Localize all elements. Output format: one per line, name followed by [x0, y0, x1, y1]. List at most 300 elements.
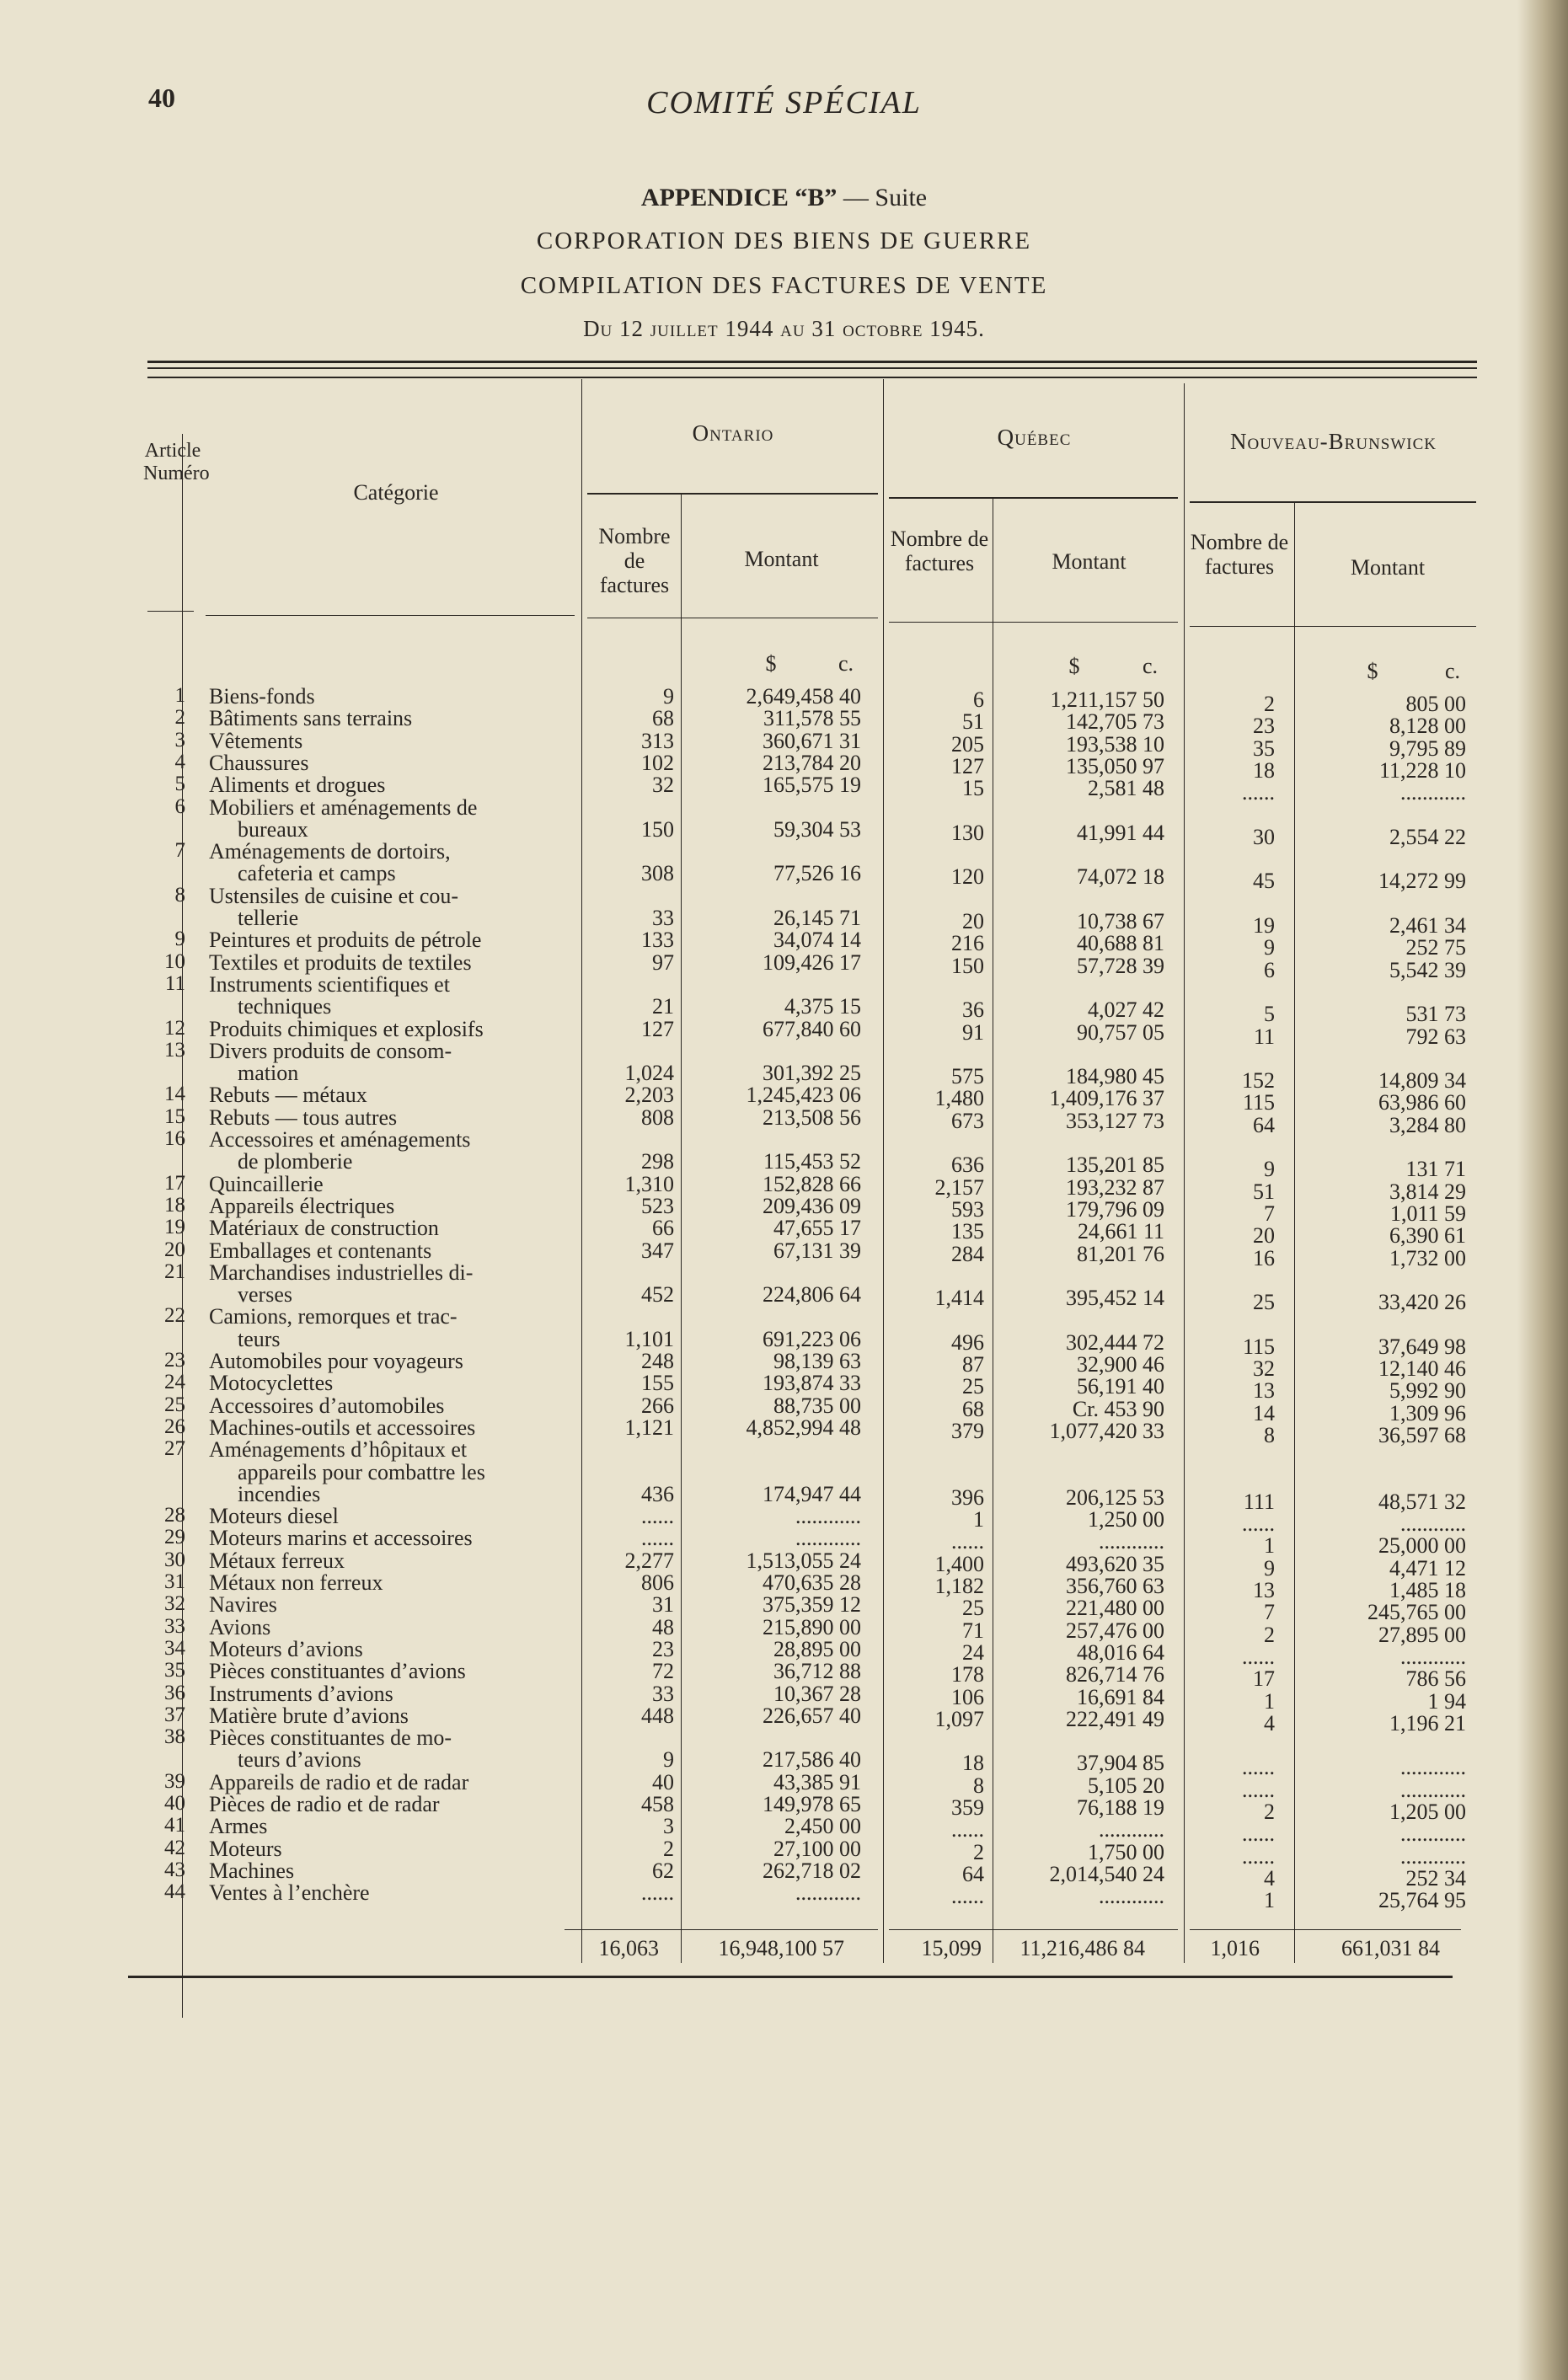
nb-count: 2 — [1264, 1800, 1275, 1824]
nb-amount: 805 00 — [1405, 692, 1466, 716]
on-count: 62 — [652, 1858, 674, 1883]
nb-amount: 27,895 00 — [1378, 1622, 1466, 1647]
category-label: Ventes à l’enchère — [209, 1880, 370, 1906]
row-number: 12 — [164, 1016, 185, 1040]
qc-count: 1 — [973, 1507, 984, 1532]
qc-amount: 81,201 76 — [1077, 1241, 1164, 1266]
nb-count: ...... — [1242, 1821, 1275, 1847]
qc-count: 673 — [951, 1108, 984, 1133]
qc-count: 178 — [951, 1662, 984, 1687]
qc-count: 135 — [951, 1219, 984, 1244]
on-count: 248 — [641, 1349, 674, 1373]
nb-count: 7 — [1264, 1600, 1275, 1625]
on-count: 448 — [641, 1703, 674, 1728]
qc-amount: 222,491 49 — [1066, 1706, 1164, 1731]
qc-amount: 302,444 72 — [1066, 1329, 1164, 1355]
on-count: 1,101 — [624, 1326, 674, 1351]
qc-amount: 24,661 11 — [1077, 1219, 1164, 1244]
qc-amount: 40,688 81 — [1077, 931, 1164, 956]
period-title: Du 12 juillet 1944 au 31 octobre 1945. — [583, 316, 985, 341]
nb-count: 64 — [1253, 1112, 1275, 1137]
qc-amount: 76,188 19 — [1077, 1795, 1164, 1820]
category-label: Marchandises industrielles di- — [209, 1260, 474, 1285]
on-amount: 2,649,458 40 — [746, 684, 861, 709]
on-count: 68 — [652, 706, 674, 731]
on-count: 32 — [652, 773, 674, 798]
qc-amount: 1,077,420 33 — [1049, 1418, 1164, 1443]
nb-amount: 11,228 10 — [1378, 757, 1466, 783]
on-count: 155 — [641, 1371, 674, 1396]
on-count: 313 — [641, 728, 674, 753]
qc-amount: 74,072 18 — [1077, 864, 1164, 890]
category-label: Pièces de radio et de radar — [209, 1792, 440, 1816]
qc-count: 1,400 — [934, 1551, 984, 1576]
on-amount: 28,895 00 — [773, 1636, 861, 1661]
nb-count: 152 — [1242, 1068, 1275, 1094]
category-label: Biens-fonds — [209, 684, 315, 709]
nb-amount: ............ — [1400, 1644, 1466, 1669]
row-number: 27 — [164, 1437, 185, 1461]
on-amount: 36,712 88 — [773, 1659, 861, 1684]
on-count: 23 — [652, 1636, 674, 1661]
qc-count: 130 — [951, 820, 984, 845]
qc-amount: 1,409,176 37 — [1049, 1086, 1164, 1111]
category-label: Produits chimiques et explosifs — [209, 1016, 484, 1041]
on-count: 436 — [641, 1481, 674, 1506]
category-label: appareils pour combattre les — [238, 1459, 485, 1484]
qc-amount: 179,796 09 — [1066, 1196, 1164, 1222]
row-number: 28 — [164, 1504, 185, 1527]
on-amount: 209,436 09 — [763, 1193, 861, 1218]
header-nb-nombre: Nombre de factures — [1190, 530, 1289, 579]
category-label: Textiles et produits de textiles — [209, 949, 472, 975]
qc-count: 216 — [951, 931, 984, 956]
nb-amount: 3,284 80 — [1389, 1112, 1466, 1137]
qc-amount: 41,991 44 — [1077, 820, 1164, 845]
nb-amount: 1,732 00 — [1389, 1245, 1466, 1270]
category-label: Emballages et contenants — [209, 1238, 432, 1263]
category-label: verses — [238, 1282, 292, 1308]
nb-count: 7 — [1264, 1201, 1275, 1226]
on-amount: 470,635 28 — [763, 1570, 861, 1595]
nb-amount: 131 71 — [1405, 1157, 1466, 1182]
nb-count: ...... — [1242, 1777, 1275, 1802]
nb-amount: ............ — [1400, 1511, 1466, 1537]
nb-count: 45 — [1253, 869, 1275, 894]
nb-amount: 1,011 59 — [1389, 1201, 1466, 1226]
on-count: 1,121 — [624, 1415, 674, 1440]
nb-count: 9 — [1264, 935, 1275, 960]
category-label: Rebuts — tous autres — [209, 1104, 398, 1130]
row-number: 9 — [174, 928, 185, 951]
nb-count: 25 — [1253, 1290, 1275, 1315]
qc-amount: 193,232 87 — [1066, 1174, 1164, 1200]
nb-amount: ............ — [1400, 780, 1466, 805]
nb-amount: 14,272 99 — [1378, 869, 1466, 894]
on-count: ...... — [641, 1504, 674, 1529]
on-amount: 2,450 00 — [784, 1814, 861, 1839]
category-label: teurs d’avions — [238, 1747, 361, 1773]
nb-count: 19 — [1253, 913, 1275, 938]
category-label: Chaussures — [209, 750, 309, 775]
row-number: 5 — [174, 773, 185, 796]
qc-amount: 1,211,157 50 — [1050, 687, 1164, 712]
on-count: 9 — [663, 1747, 674, 1773]
qc-amount: 32,900 46 — [1077, 1352, 1164, 1377]
nb-amount: 25,000 00 — [1378, 1533, 1466, 1559]
qc-amount: 56,191 40 — [1077, 1374, 1164, 1399]
table-bottom-rule — [128, 1976, 1453, 1978]
qc-amount: 2,581 48 — [1088, 776, 1164, 801]
row-number: 44 — [164, 1880, 185, 1904]
qc-count: 25 — [962, 1374, 984, 1399]
on-count: 72 — [652, 1659, 674, 1684]
qc-count: 2,157 — [934, 1174, 984, 1200]
on-amount: 109,426 17 — [763, 949, 861, 975]
qc-count: 1,182 — [934, 1574, 984, 1598]
nb-count: 13 — [1253, 1578, 1275, 1602]
qc-count: 636 — [951, 1153, 984, 1178]
nb-amount: 252 34 — [1405, 1865, 1466, 1891]
unit-on-cents: c. — [838, 651, 854, 676]
total-on-count: 16,063 — [598, 1936, 659, 1960]
row-number: 37 — [164, 1703, 185, 1726]
on-amount: 224,806 64 — [763, 1282, 861, 1308]
nb-amount: 531 73 — [1405, 1002, 1466, 1027]
nb-count: 1 — [1264, 1533, 1275, 1559]
nb-count: 23 — [1253, 714, 1275, 739]
qc-amount: 1,250 00 — [1088, 1507, 1164, 1532]
qc-amount: 206,125 53 — [1066, 1484, 1164, 1510]
nb-count: 1 — [1264, 1688, 1275, 1714]
qc-amount: ............ — [1099, 1817, 1164, 1842]
header-qc-montant: Montant — [1052, 549, 1126, 574]
on-count: 2 — [663, 1836, 674, 1861]
category-label: tellerie — [238, 906, 299, 930]
on-amount: 691,223 06 — [763, 1326, 861, 1351]
on-count: 21 — [652, 994, 674, 1019]
appendix-title-suffix: — Suite — [843, 184, 928, 211]
qc-count: 1,097 — [934, 1706, 984, 1731]
unit-nb-cents: c. — [1445, 659, 1461, 683]
nb-count: 2 — [1264, 1622, 1275, 1647]
on-amount: ............ — [795, 1526, 861, 1551]
rule-above-totals-on — [565, 1929, 878, 1930]
unit-on-dollar: $ — [765, 651, 777, 676]
nb-amount: 25,764 95 — [1378, 1888, 1466, 1913]
nb-amount: 1,485 18 — [1389, 1578, 1466, 1602]
on-amount: ............ — [795, 1504, 861, 1529]
category-label: Matière brute d’avions — [209, 1703, 409, 1728]
on-count: 806 — [641, 1570, 674, 1595]
header-on-montant: Montant — [744, 547, 819, 571]
on-amount: 375,359 12 — [763, 1592, 861, 1618]
nb-count: ...... — [1242, 1511, 1275, 1537]
header-quebec: Québec — [997, 425, 1072, 450]
on-count: 1,310 — [624, 1171, 674, 1196]
nb-amount: 1,205 00 — [1389, 1800, 1466, 1824]
qc-count: 396 — [951, 1484, 984, 1510]
qc-count: 25 — [962, 1596, 984, 1621]
header-on-nombre: Nombre de factures — [598, 524, 671, 597]
header-nb-montant: Montant — [1350, 555, 1426, 580]
nb-amount: 9,795 89 — [1389, 735, 1466, 761]
category-label: teurs — [238, 1326, 281, 1351]
nb-amount: 786 56 — [1405, 1666, 1466, 1692]
nb-count: 16 — [1253, 1245, 1275, 1270]
row-number: 15 — [164, 1104, 185, 1128]
nb-amount: 1 94 — [1427, 1688, 1466, 1714]
qc-count: 593 — [951, 1196, 984, 1222]
qc-amount: 135,201 85 — [1066, 1153, 1164, 1178]
corporation-title: CORPORATION DES BIENS DE GUERRE — [536, 227, 1032, 254]
nb-count: 2 — [1264, 692, 1275, 716]
row-number: 16 — [164, 1127, 185, 1150]
on-amount: 152,828 66 — [763, 1171, 861, 1196]
on-amount: 301,392 25 — [763, 1061, 861, 1086]
on-amount: ............ — [795, 1880, 861, 1906]
nb-amount: 4,471 12 — [1389, 1555, 1466, 1580]
nb-count: ...... — [1242, 1644, 1275, 1669]
nb-count: 32 — [1253, 1356, 1275, 1381]
category-label: Avions — [209, 1614, 271, 1639]
row-number: 8 — [174, 883, 185, 907]
nb-amount: 252 75 — [1405, 935, 1466, 960]
on-amount: 165,575 19 — [763, 773, 861, 798]
category-label: Navires — [209, 1592, 277, 1618]
on-amount: 1,245,423 06 — [746, 1083, 861, 1108]
nb-count: 1 — [1264, 1888, 1275, 1913]
running-head: COMITÉ SPÉCIAL — [646, 85, 922, 120]
category-label: de plomberie — [238, 1149, 353, 1174]
row-number: 40 — [164, 1792, 185, 1815]
row-number: 34 — [164, 1636, 185, 1660]
nb-count: ...... — [1242, 1755, 1275, 1780]
on-count: 48 — [652, 1614, 674, 1639]
unit-nb-dollar: $ — [1367, 659, 1378, 683]
category-label: Aménagements de dortoirs, — [209, 839, 451, 864]
qc-amount: 48,016 64 — [1077, 1639, 1164, 1665]
category-label: Moteurs d’avions — [209, 1636, 363, 1661]
rule-above-totals-nb — [1190, 1929, 1461, 1930]
category-label: Appareils de radio et de radar — [209, 1769, 469, 1794]
row-number: 3 — [174, 728, 185, 751]
on-count: 808 — [641, 1104, 674, 1130]
nb-count: 13 — [1253, 1378, 1275, 1404]
on-count: 1,024 — [624, 1061, 674, 1086]
on-count: 66 — [652, 1216, 674, 1241]
row-number: 19 — [164, 1216, 185, 1239]
qc-amount: 37,904 85 — [1077, 1751, 1164, 1776]
header-article-label: Article Numéro — [143, 440, 210, 484]
qc-count: 496 — [951, 1329, 984, 1355]
category-label: mation — [238, 1061, 299, 1086]
nb-amount: 14,809 34 — [1378, 1068, 1466, 1094]
on-amount: 34,074 14 — [773, 928, 861, 953]
row-number: 25 — [164, 1393, 185, 1416]
row-number: 33 — [164, 1614, 185, 1638]
qc-amount: 16,691 84 — [1077, 1684, 1164, 1709]
qc-amount: 142,705 73 — [1066, 709, 1164, 735]
on-amount: 1,513,055 24 — [746, 1548, 861, 1573]
on-count: 2,277 — [624, 1548, 674, 1573]
on-amount: 311,578 55 — [763, 706, 861, 731]
row-number: 24 — [164, 1371, 185, 1394]
nb-count: 115 — [1242, 1090, 1275, 1115]
qc-amount: 257,476 00 — [1066, 1618, 1164, 1643]
row-number: 38 — [164, 1725, 185, 1749]
nb-count: 6 — [1264, 957, 1275, 982]
nb-amount: 63,986 60 — [1378, 1090, 1466, 1115]
on-amount: 88,735 00 — [773, 1393, 861, 1418]
unit-qc-dollar: $ — [1068, 654, 1080, 678]
on-count: 298 — [641, 1149, 674, 1174]
on-amount: 43,385 91 — [773, 1769, 861, 1794]
on-amount: 213,508 56 — [763, 1104, 861, 1130]
category-label: Pièces constituantes de mo- — [209, 1725, 452, 1751]
category-label: techniques — [238, 994, 332, 1019]
qc-count: 91 — [962, 1019, 984, 1045]
qc-count: 15 — [962, 776, 984, 801]
row-number: 23 — [164, 1349, 185, 1372]
total-qc-count: 15,099 — [921, 1936, 982, 1960]
qc-amount: 356,760 63 — [1066, 1574, 1164, 1598]
row-number: 14 — [164, 1083, 185, 1106]
nb-amount: 8,128 00 — [1389, 714, 1466, 739]
category-label: Rebuts — métaux — [209, 1083, 367, 1108]
qc-count: 1,414 — [934, 1286, 984, 1311]
row-number: 20 — [164, 1238, 185, 1261]
qc-count: ...... — [951, 1884, 984, 1909]
qc-amount: 90,757 05 — [1077, 1019, 1164, 1045]
row-number: 30 — [164, 1548, 185, 1571]
category-label: Peintures et produits de pétrole — [209, 928, 482, 953]
on-amount: 10,367 28 — [773, 1681, 861, 1706]
nb-count: 9 — [1264, 1555, 1275, 1580]
header-nouveau-brunswick: Nouveau-Brunswick — [1229, 429, 1437, 454]
on-count: 33 — [652, 906, 674, 930]
category-label: Divers produits de consom- — [209, 1038, 452, 1063]
nb-count: 5 — [1264, 1002, 1275, 1027]
on-amount: 67,131 39 — [773, 1238, 861, 1263]
qc-amount: 221,480 00 — [1066, 1596, 1164, 1621]
on-amount: 193,874 33 — [763, 1371, 861, 1396]
row-number: 1 — [174, 684, 185, 707]
nb-count: 17 — [1253, 1666, 1275, 1692]
category-label: cafeteria et camps — [238, 861, 396, 886]
unit-qc-cents: c. — [1143, 654, 1159, 678]
nb-count: 4 — [1264, 1865, 1275, 1891]
on-count: 308 — [641, 861, 674, 886]
nb-amount: 36,597 68 — [1378, 1422, 1466, 1447]
on-count: 127 — [641, 1016, 674, 1041]
on-count: 2,203 — [624, 1083, 674, 1108]
on-count: 150 — [641, 816, 674, 842]
nb-count: 9 — [1264, 1157, 1275, 1182]
on-count: 33 — [652, 1681, 674, 1706]
on-amount: 360,671 31 — [763, 728, 861, 753]
nb-amount: 1,196 21 — [1389, 1710, 1466, 1736]
qc-amount: 826,714 76 — [1066, 1662, 1164, 1687]
on-amount: 4,852,994 48 — [746, 1415, 861, 1440]
on-count: 9 — [663, 684, 674, 709]
on-count: 97 — [652, 949, 674, 975]
category-label: Accessoires d’automobiles — [209, 1393, 445, 1418]
nb-count: 18 — [1253, 757, 1275, 783]
qc-count: 1,480 — [934, 1086, 984, 1111]
on-amount: 98,139 63 — [773, 1349, 861, 1373]
on-amount: 262,718 02 — [763, 1858, 861, 1883]
total-qc-amount: 11,216,486 84 — [1019, 1936, 1145, 1960]
on-amount: 677,840 60 — [763, 1016, 861, 1041]
category-label: Aliments et drogues — [209, 773, 386, 798]
nb-amount: ............ — [1400, 1755, 1466, 1780]
on-amount: 26,145 71 — [773, 906, 861, 930]
row-number: 21 — [164, 1260, 185, 1283]
on-count: 523 — [641, 1193, 674, 1218]
row-number: 22 — [164, 1304, 185, 1328]
qc-amount: 353,127 73 — [1066, 1108, 1164, 1133]
row-number: 4 — [174, 750, 185, 773]
nb-count: 14 — [1253, 1400, 1275, 1425]
nb-amount: 5,992 90 — [1389, 1378, 1466, 1404]
category-label: Instruments d’avions — [209, 1681, 393, 1706]
on-amount: 115,453 52 — [763, 1149, 861, 1174]
nb-count: ...... — [1242, 1843, 1275, 1869]
qc-count: 575 — [951, 1064, 984, 1089]
on-count: 3 — [663, 1814, 674, 1839]
total-nb-amount: 661,031 84 — [1341, 1936, 1440, 1960]
on-count: ...... — [641, 1880, 674, 1906]
qc-amount: 57,728 39 — [1077, 953, 1164, 978]
on-amount: 77,526 16 — [773, 861, 861, 886]
qc-count: 359 — [951, 1795, 984, 1820]
on-amount: 215,890 00 — [763, 1614, 861, 1639]
nb-amount: 5,542 39 — [1389, 957, 1466, 982]
category-label: Bâtiments sans terrains — [209, 706, 413, 731]
on-count: 452 — [641, 1282, 674, 1308]
qc-count: 106 — [951, 1684, 984, 1709]
qc-count: 205 — [951, 731, 984, 757]
qc-count: ...... — [951, 1817, 984, 1842]
row-number: 41 — [164, 1814, 185, 1837]
header-qc-nombre: Nombre de factures — [890, 527, 989, 575]
qc-count: 51 — [962, 709, 984, 735]
on-amount: 47,655 17 — [773, 1216, 861, 1241]
nb-count: 11 — [1253, 1024, 1275, 1049]
qc-amount: 135,050 97 — [1066, 753, 1164, 778]
category-label: Moteurs diesel — [209, 1504, 339, 1529]
nb-amount: 3,814 29 — [1389, 1179, 1466, 1204]
nb-amount: 2,461 34 — [1389, 913, 1466, 938]
nb-amount: 12,140 46 — [1378, 1356, 1466, 1381]
row-number: 13 — [164, 1038, 185, 1062]
nb-count: 111 — [1243, 1489, 1275, 1514]
category-label: Quincaillerie — [209, 1171, 324, 1196]
qc-amount: 4,027 42 — [1088, 997, 1164, 1023]
rule-above-totals-qc — [889, 1929, 1178, 1930]
qc-amount: ............ — [1099, 1884, 1164, 1909]
qc-count: 71 — [962, 1618, 984, 1643]
category-label: Pièces constituantes d’avions — [209, 1659, 466, 1684]
row-number: 36 — [164, 1681, 185, 1704]
row-number: 18 — [164, 1193, 185, 1217]
on-amount: 149,978 65 — [763, 1792, 861, 1816]
category-label: Vêtements — [209, 728, 303, 753]
qc-count: 150 — [951, 953, 984, 978]
on-amount: 27,100 00 — [773, 1836, 861, 1861]
qc-amount: 184,980 45 — [1066, 1064, 1164, 1089]
